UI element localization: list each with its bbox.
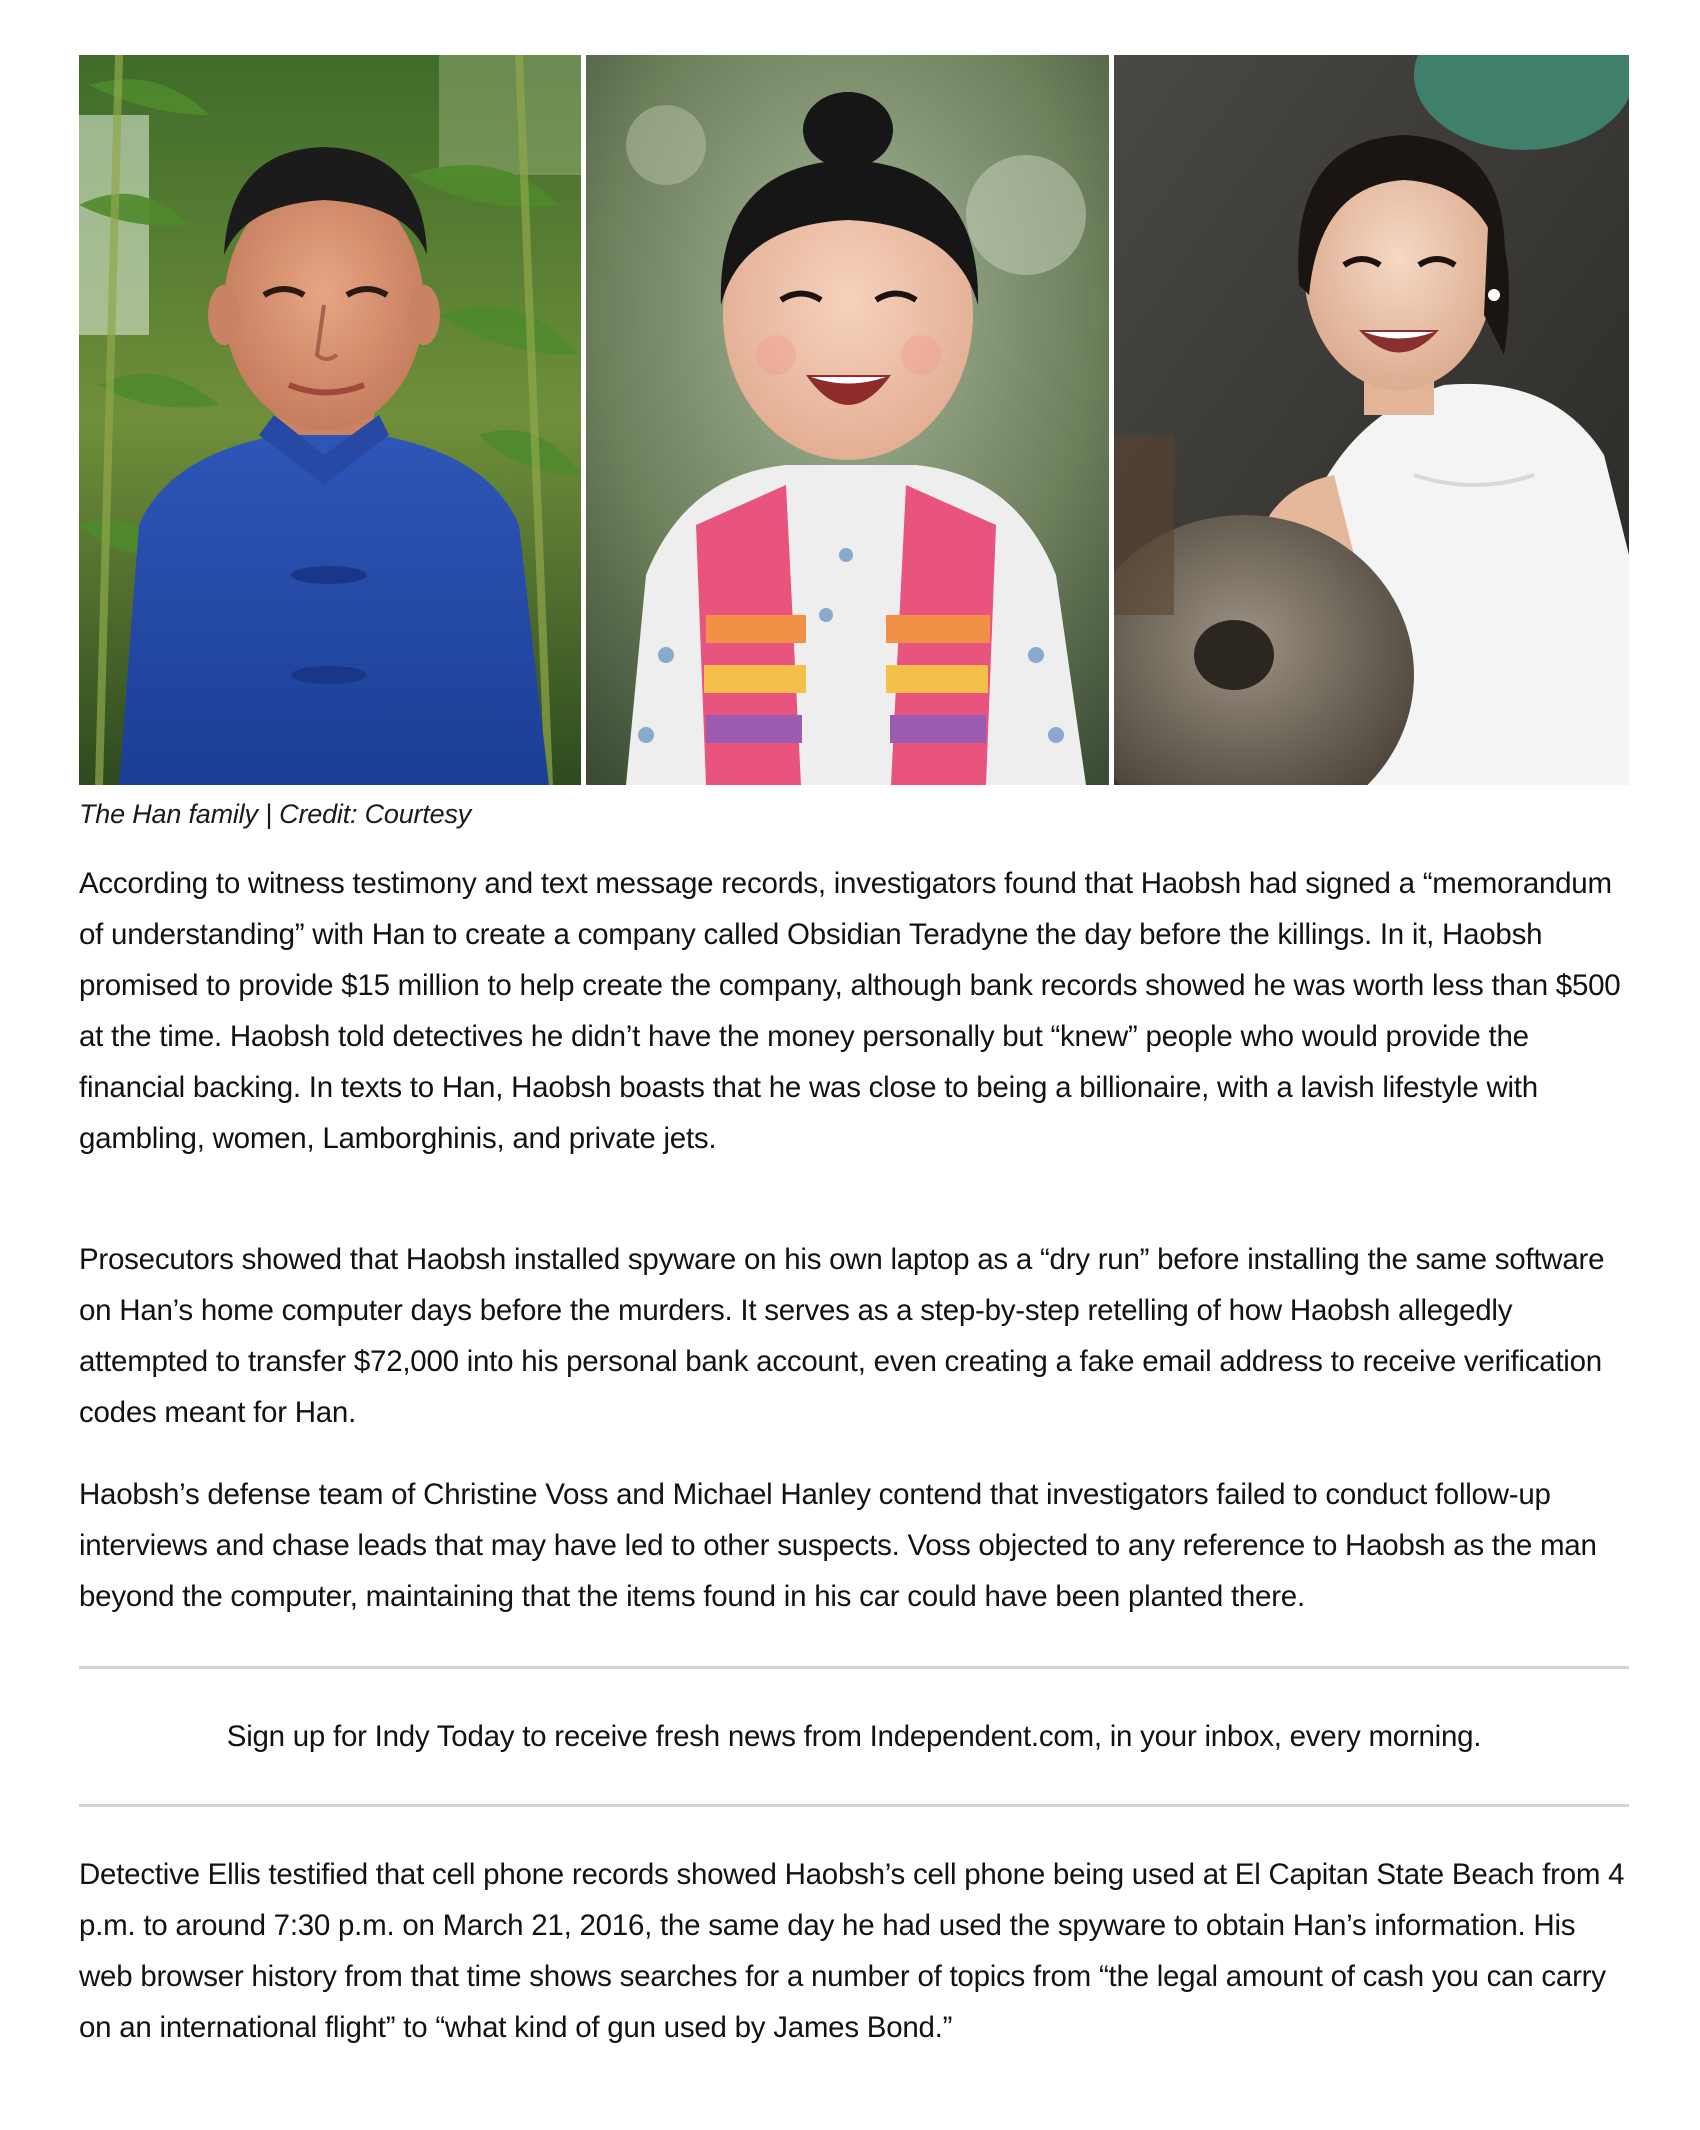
newsletter-signup-promo[interactable]: Sign up for Indy Today to receive fresh news from Independent.com, in your inbox, every morning. [226,1720,1482,1753]
photo-woman-image [1114,55,1629,785]
photo-man-image [79,55,581,785]
article-paragraph-4: Detective Ellis testified that cell phone records showed Haobsh’s cell phone being used at El Capitan State Beach from 4 p.m. to around 7:30 p.m. on March 21, 2016, the same day he had used the spyware to obtain Han’s information. His web browser history from that time shows searches for a number of topics from “the legal amount of cash you can carry on an international flight” to “what kind of gun used by James Bond.” [79,1858,1625,2044]
photo-woman [1114,55,1629,785]
article-paragraph-2: Prosecutors showed that Haobsh installed spyware on his own laptop as a “dry run” before installing the same software on Han’s home computer days before the murders. It serves as a step-by-step retelling of how Haobsh allegedly attempted to transfer $72,000 into his personal bank account, even creating a fake email address to receive verification codes meant for Han. [79,1243,1605,1429]
article-paragraph-1: According to witness testimony and text message records, investigators found that Haobsh had signed a “memorandum of understanding” with Han to create a company called Obsidian Teradyne the day before the killings. In it, Haobsh promised to provide $15 million to help create the company, although bank records showed he was worth less than $500 at the time. Haobsh told detectives he didn’t have the money personally but “knew” people who would provide the financial backing. In texts to Han, Haobsh boasts that he was close to being a billionaire, with a lavish lifestyle with gambling, women, Lamborghinis, and private jets. [79,867,1621,1155]
photo-caption: The Han family | Credit: Courtesy [79,799,472,829]
photo-girl [586,55,1109,785]
photo-girl-image [586,55,1109,785]
article-paragraph-3: Haobsh’s defense team of Christine Voss and Michael Hanley contend that investigators failed to conduct follow-up interviews and chase leads that may have led to other suspects. Voss objected to any reference to Haobsh as the man beyond the computer, maintaining that the items found in his car could have been planted there. [79,1478,1597,1613]
article-page [79,55,1629,2053]
signup-divider-bottom [79,1804,1629,1807]
photo-man [79,55,581,785]
photo-strip [79,55,1629,785]
